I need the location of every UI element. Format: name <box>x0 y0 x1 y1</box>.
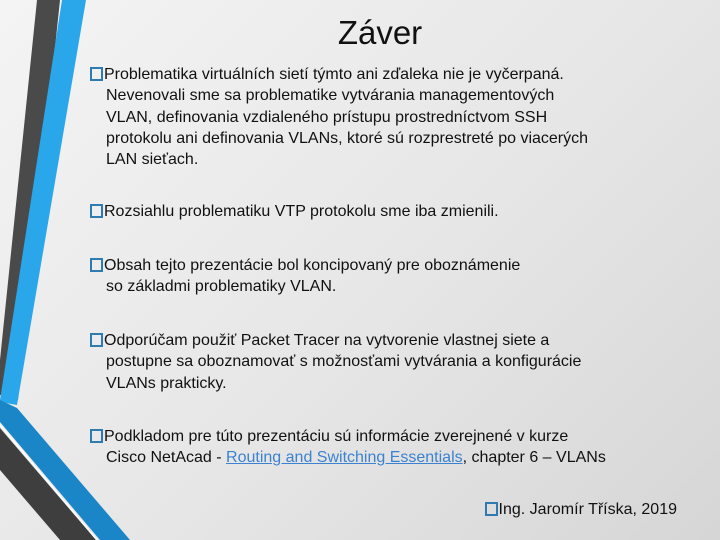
bullet-2: Rozsiahlu problematiku VTP protokolu sme iba zmienili. <box>90 201 690 222</box>
bullet-square-icon <box>90 333 103 347</box>
bullet-3: Obsah tejto prezentácie bol koncipovaný pre oboznámenie so základmi problematiky VLAN. <box>90 255 690 298</box>
bullet-square-icon <box>90 204 103 218</box>
bullet-square-icon <box>90 429 103 443</box>
bullet-square-icon <box>90 258 103 272</box>
bullet-4: Odporúčam použiť Packet Tracer na vytvorenie vlastnej siete a postupne sa oboznamovať s možnosťami vytvárania a konfigurácie VLANs prakticky. <box>90 330 690 394</box>
bullet-1: Problematika virtuálních sietí týmto ani zďaleka nie je vyčerpaná. Nevenovali sme sa problematike vytvárania managementových VLAN, definovania vzdialeného prístupu prostredníctvom SSH protokolu ani definovania VLANs, ktoré sú rozprestreté po viacerých LAN sieťach. <box>90 64 690 170</box>
course-link[interactable]: Routing and Switching Essentials <box>226 449 463 467</box>
bullet-5: Podkladom pre túto prezentáciu sú informácie zverejnené v kurze Cisco NetAcad - Routing and Switching Essentials, chapter 6 – VLANs <box>90 426 690 469</box>
bullet-square-icon <box>485 502 498 516</box>
author-credit: Ing. Jaromír Tříska, 2019 <box>485 501 677 519</box>
bullet-square-icon <box>90 67 103 81</box>
slide-title: Záver <box>337 14 423 51</box>
